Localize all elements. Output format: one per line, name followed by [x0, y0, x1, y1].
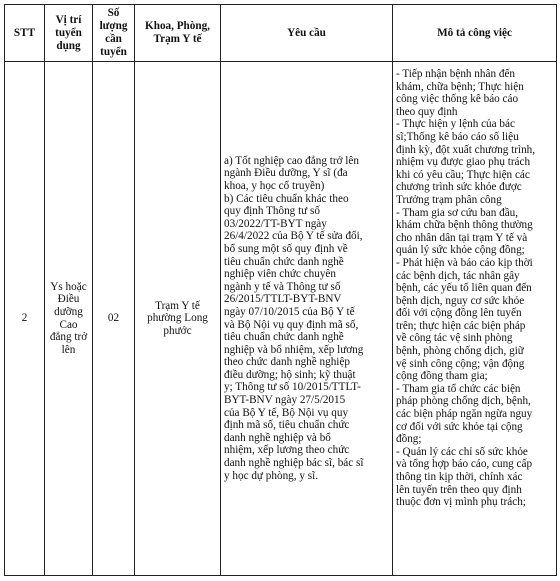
requirement-line: y; Thông tư số 10/2015/TTLT- — [224, 381, 361, 394]
cell-stt: 2 — [5, 62, 45, 576]
description-line: Trưởng trạm phân công — [396, 193, 502, 206]
description-line: quản lý sức khỏe cộng đồng; — [396, 244, 525, 257]
header-quantity: Số lượng cần tuyển — [93, 5, 135, 62]
cell-position: Ys hoặc Điều dưỡng Cao đẳng trở lên — [45, 62, 93, 576]
requirement-line: BYT-BNV ngày 27/5/2015 — [224, 394, 346, 407]
description-line: bệnh, các yếu tố liên quan đến — [396, 282, 532, 295]
requirement-line: 03/2022/TT-BYT ngày — [224, 217, 327, 230]
description-line: - Phát hiện và báo cáo kịp thời — [396, 256, 533, 269]
requirement-line: theo chức danh nghề nghiệp — [224, 356, 350, 369]
header-requirements: Yêu cầu — [221, 5, 393, 62]
requirement-line: a) Tốt nghiệp cao đẳng trở lên — [224, 154, 359, 167]
description-line: - Tiếp nhận bệnh nhân đến — [396, 68, 516, 80]
description-line: cơ đối với sức khỏe tại cộng — [396, 420, 523, 433]
description-line: - Quản lý các chỉ số sức khỏe — [396, 445, 528, 458]
description-line: theo quy định — [396, 105, 458, 118]
requirement-line: khoa, y học cổ truyền) — [224, 179, 325, 192]
table-row — [5, 62, 557, 576]
requirement-line: y học dự phòng, y sĩ. — [224, 469, 319, 482]
description-line: định kỳ, đột xuất chương trình, — [396, 143, 536, 156]
description-line: khám chữa bệnh thông thường — [396, 219, 533, 232]
description-line: các biện pháp ngăn ngừa nguy — [396, 408, 533, 421]
description-line: - Thực hiện y lệnh của bác — [396, 118, 515, 131]
requirement-line: ngành y tế và Thông tư số — [224, 280, 341, 293]
requirement-line: danh nghề nghiệp bác sĩ, bác sĩ — [224, 457, 364, 470]
description-line: đồng; — [396, 433, 422, 446]
description-line: đối với cộng đồng lên tuyến — [396, 307, 522, 320]
description-line: về công tác vệ sinh phòng — [396, 332, 513, 345]
requirement-line: quy định Thông tư số — [224, 205, 320, 218]
requirement-line: nghiệp và bổ nhiệm, xếp lương — [224, 343, 364, 356]
cell-department: Trạm Y tế phường Long phước — [135, 62, 221, 576]
requirement-line: tiêu chuẩn chức danh nghề — [224, 331, 344, 344]
table-header-row — [5, 5, 557, 62]
requirement-line: b) Các tiêu chuẩn khác theo — [224, 192, 349, 205]
requirement-line: danh nghề nghiệp và bổ — [224, 431, 331, 444]
description-line: và tổng hợp báo cáo, cung cấp — [396, 458, 533, 471]
description-line: khi có yêu cầu; Thực hiện các — [396, 168, 530, 181]
requirement-line: của Bộ Y tế, Bộ Nội vụ quy — [224, 406, 349, 419]
requirement-line: và Bộ Nội vụ quy định mã số, — [224, 318, 359, 331]
requirements-text — [224, 155, 389, 482]
header-department: Khoa, Phòng, Trạm Y tế — [135, 5, 221, 62]
requirement-line: tiêu chuẩn chức danh nghề — [224, 255, 344, 268]
description-line: trên; thực hiện các biện pháp — [396, 319, 526, 332]
requirement-line: nghiệp viên chức chuyên — [224, 268, 336, 281]
requirement-line: ngành Điều dưỡng, Y sĩ (đa — [224, 167, 348, 180]
description-line: các bệnh dịch, tác nhân gây — [396, 269, 520, 282]
requirement-line: định mã số, tiêu chuẩn chức — [224, 419, 350, 432]
cell-requirements — [221, 62, 393, 576]
description-line: công việc thống kê báo cáo — [396, 93, 519, 106]
description-line: pháp phòng chống dịch, bệnh, — [396, 395, 531, 408]
recruitment-table — [4, 4, 557, 576]
header-description: Mô tả công việc — [393, 5, 557, 62]
description-line: thuộc đơn vị mình phụ trách; — [396, 496, 526, 509]
description-line: - Tham gia sơ cứu ban đầu, — [396, 206, 519, 219]
requirement-line: bổ sung một số quy định về — [224, 242, 348, 255]
requirement-line: 26/2015/TTLT-BYT-BNV — [224, 293, 342, 306]
cell-quantity: 02 — [93, 62, 135, 576]
description-line: cho nhân dân tại trạm Y tế và — [396, 231, 528, 244]
requirement-line: điều dưỡng; hộ sinh; kỹ thuật — [224, 368, 356, 381]
description-line: bệnh dịch, nguy cơ sức khỏe — [396, 294, 525, 307]
cell-description — [393, 62, 557, 576]
requirement-line: nhiệm, xếp lương theo chức — [224, 444, 350, 457]
description-line: vệ sinh công cộng; vận động — [396, 357, 525, 370]
description-line: bệnh, phòng chống dịch, giữ — [396, 345, 524, 358]
header-position: Vị trí tuyển dụng — [45, 5, 93, 62]
description-line: cộng đồng tham gia; — [396, 370, 488, 383]
header-stt: STT — [5, 5, 45, 62]
description-line: sĩ;Thống kê báo cáo số liệu — [396, 130, 519, 143]
description-line: - Tham gia tổ chức các biện — [396, 382, 521, 395]
description-line: nhiệm vụ được giao phụ trách — [396, 156, 531, 169]
description-line: chương trình sức khỏe được — [396, 181, 522, 194]
description-line: lên tuyến trên theo quy định — [396, 483, 522, 496]
description-text — [396, 68, 553, 509]
description-line: thông tin kịp thời, chính xác — [396, 471, 523, 483]
requirement-line: ngày 07/10/2015 của Bộ Y tế — [224, 305, 355, 318]
requirement-line: 26/4/2022 của Bộ Y tế sửa đổi, — [224, 230, 363, 243]
description-line: khám, chữa bệnh; Thực hiện — [396, 80, 524, 93]
